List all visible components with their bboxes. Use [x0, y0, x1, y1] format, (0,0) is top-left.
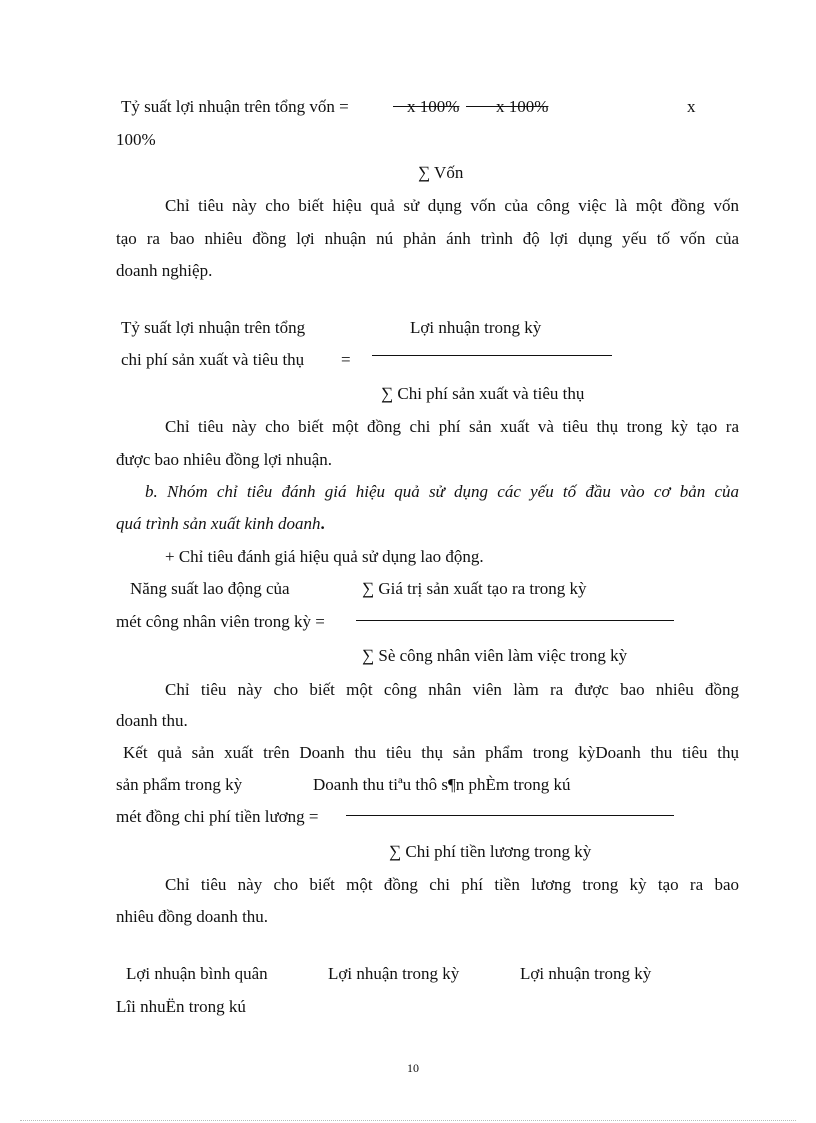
formula1-label: Tỷ suất lợi nhuận trên tổng vốn =: [121, 97, 349, 116]
para3-line1: Chỉ tiêu này cho biết một công nhân viên làm ra được bao nhiêu đồng: [165, 680, 739, 699]
formula5-a: Lợi nhuận bình quân: [126, 964, 268, 983]
para4-line2: nhiêu đồng doanh thu.: [116, 907, 269, 926]
section-b-line1: b. Nhóm chỉ tiêu đánh giá hiệu quả sử dụng các yếu tố đầu vào cơ bản của: [145, 482, 739, 501]
formula3-denominator: ∑ Sè công nhân viên làm việc trong kỳ: [362, 646, 628, 665]
formula5-c: Lợi nhuận trong kỳ: [520, 964, 652, 983]
formula1-struck-a: x 100%: [407, 97, 460, 116]
formula2-label2: chi phí sản xuất và tiêu thụ: [121, 350, 305, 369]
formula2-numerator: Lợi nhuận trong kỳ: [410, 318, 542, 337]
formula4-line1: Kết quả sản xuất trên Doanh thu tiêu thụ sản phẩm trong kỳDoanh thu tiêu thụ: [123, 743, 739, 762]
formula4-fraction-bar: [346, 815, 674, 816]
formula5-b: Lợi nhuận trong kỳ: [328, 964, 460, 983]
para2-line1: Chỉ tiêu này cho biết một đồng chi phí sản xuất và tiêu thụ trong kỳ tạo ra: [165, 417, 739, 436]
formula2-equals: =: [341, 350, 351, 369]
formula1-denominator: ∑ Vốn: [418, 163, 464, 182]
section-b-line2-wrap: [116, 515, 325, 532]
formula4-line2a: sản phẩm trong kỳ: [116, 775, 243, 794]
page-bottom-border: [20, 1120, 796, 1121]
para2-line2: được bao nhiêu đồng lợi nhuận.: [116, 450, 333, 469]
formula1-mid-line: [466, 106, 496, 107]
formula4-label: mét đồng chi phí tiền lương =: [116, 807, 319, 826]
formula2-denominator: ∑ Chi phí sản xuất và tiêu thụ: [381, 384, 585, 403]
para1-line3: doanh nghiệp.: [116, 261, 213, 280]
formula3-numerator: ∑ Giá trị sản xuất tạo ra trong kỳ: [362, 579, 587, 598]
section-b-dot: .: [320, 514, 325, 533]
formula1-lead-line: [393, 106, 407, 107]
formula1-percent: 100%: [116, 130, 156, 149]
para1-line1: Chỉ tiêu này cho biết hiệu quả sử dụng vốn của công việc là một đồng vốn: [165, 196, 739, 215]
formula5-d: Lîi nhuËn trong kú: [116, 997, 246, 1016]
formula2-fraction-bar: [372, 355, 612, 356]
section-b-line2: quá trình sản xuất kinh doanh: [116, 514, 321, 533]
formula2-label1: Tỷ suất lợi nhuận trên tổng: [121, 318, 306, 337]
formula1-x: x: [687, 97, 696, 116]
formula1-struck-b: x 100%: [496, 97, 549, 116]
formula3-fraction-bar: [356, 620, 674, 621]
bullet-labor: + Chỉ tiêu đánh giá hiệu quả sử dụng lao động.: [165, 547, 484, 566]
para1-line2: tạo ra bao nhiêu đồng lợi nhuận nú phản ánh trình độ lợi dụng yếu tố vốn của: [116, 229, 739, 248]
formula4-line2b: Doanh thu tiªu thô s¶n phÈm trong kú: [313, 775, 571, 794]
para3-line2: doanh thu.: [116, 711, 188, 730]
page-number: 10: [407, 1061, 419, 1075]
formula3-label1: Năng suất lao động của: [130, 579, 290, 598]
formula3-label2: mét công nhân viên trong kỳ =: [116, 612, 325, 631]
formula4-denominator: ∑ Chi phí tiền lương trong kỳ: [389, 842, 592, 861]
para4-line1: Chỉ tiêu này cho biết một đồng chi phí tiền lương trong kỳ tạo ra bao: [165, 875, 739, 894]
